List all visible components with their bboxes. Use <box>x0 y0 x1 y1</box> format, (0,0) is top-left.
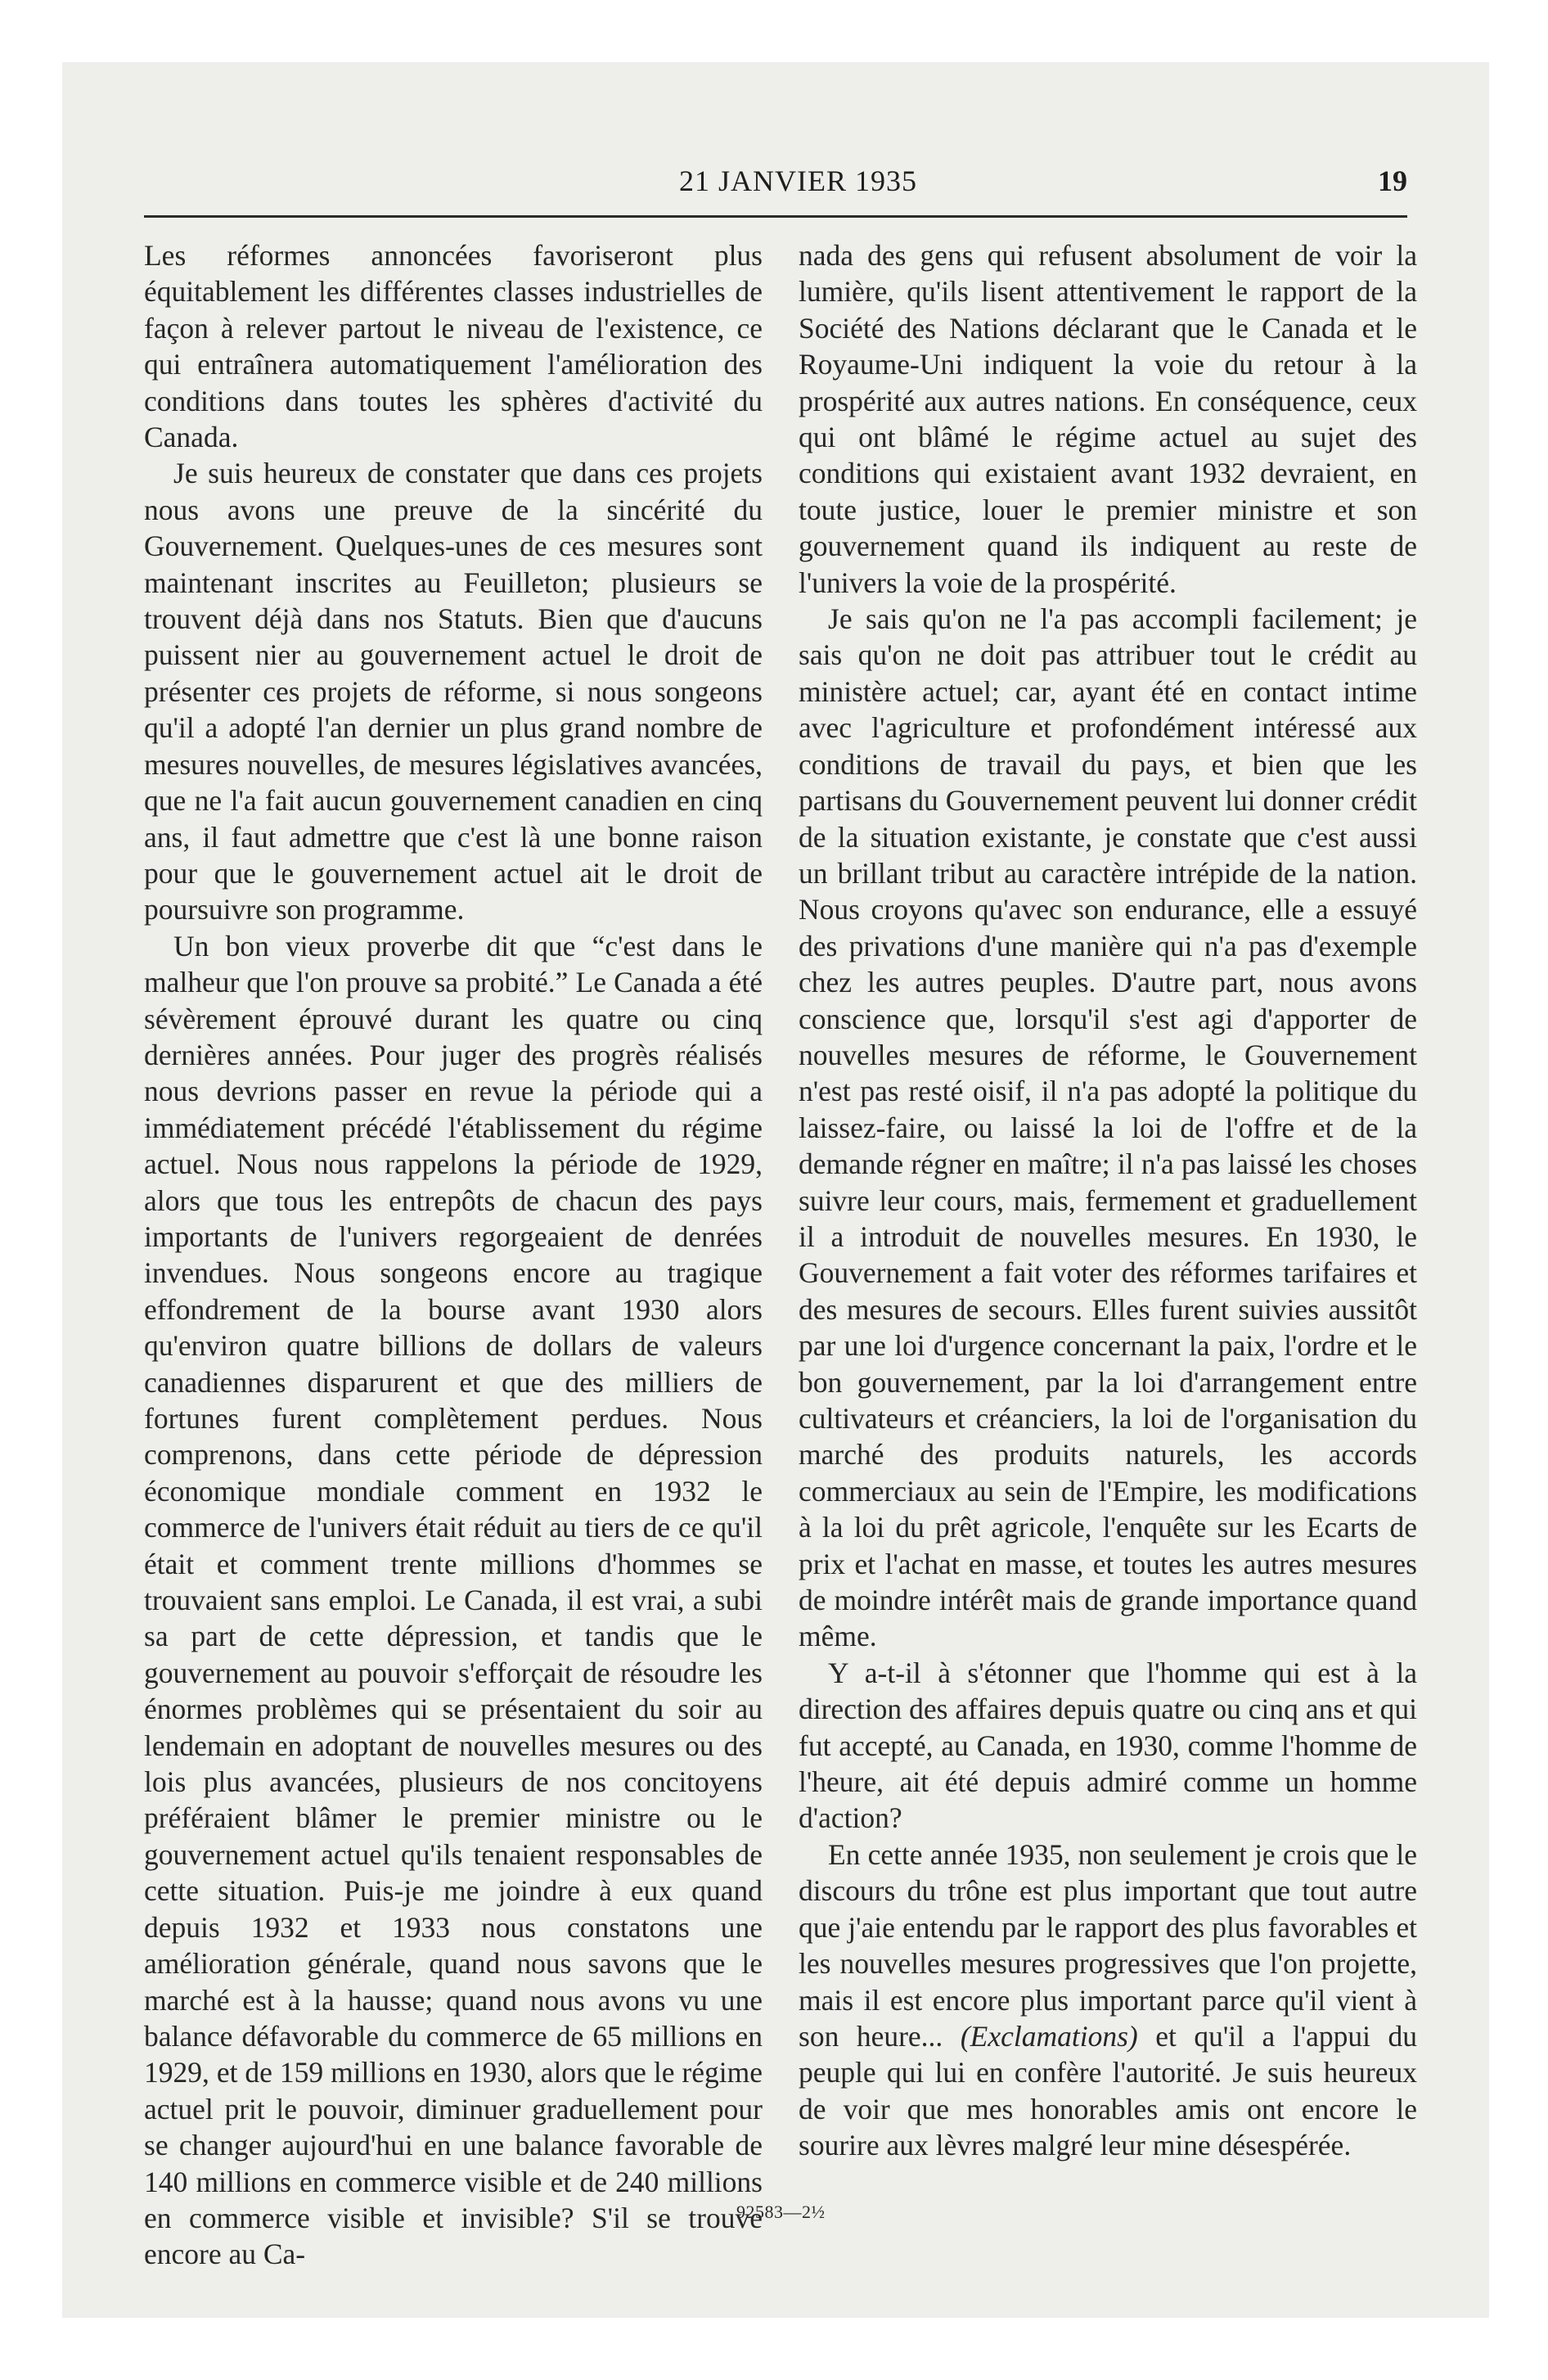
header-rule <box>144 215 1407 218</box>
paragraph: Les réformes annoncées favoriseront plus équitablement les différentes classes industrielles de façon à relever partout le niveau de l'existence, ce qui entraînera automatiquement l'amélioration des conditions dans toutes les sphères d'activité du Canada. <box>144 239 763 454</box>
paragraph: nada des gens qui refusent absolument de voir la lumière, qu'ils lisent attentivement le rapport de la Société des Nations déclarant que le Canada et le Royaume-Uni indiquent la voie du retour à la prospérité aux autres nations. En conséquence, ceux qui ont blâmé le régime actuel au sujet des conditions qui existaient avant 1932 devraient, en toute justice, louer le premier ministre et son gouvernement quand ils indiquent au reste de l'univers la voie de la prospérité. <box>799 239 1417 599</box>
paragraph <box>799 1837 1417 2164</box>
right-column <box>799 237 1417 2164</box>
paragraph-text: et qu'il a l'appui du peuple qui lui en confère l'autorité. Je suis heureux de voir que mes honorables amis ont encore le sourire aux lèvres malgré leur mine désespérée. <box>799 2019 1417 2162</box>
footer-code: 92583—2½ <box>736 2202 826 2222</box>
paragraph: Je suis heureux de constater que dans ces projets nous avons une preuve de la sincérité du Gouvernement. Quelques-unes de ces mesures sont maintenant inscrites au Feuilleton; plusieurs se trouvent déjà dans nos Statuts. Bien que d'aucuns puissent nier au gouvernement actuel le droit de présenter ces projets de réforme, si nous songeons qu'il a adopté l'an dernier un plus grand nombre de mesures nouvelles, de mesures législatives avancées, que ne l'a fait aucun gouvernement canadien en cinq ans, il faut admettre que c'est là une bonne raison pour que le gouvernement actuel ait le droit de poursuivre son programme. <box>144 457 763 926</box>
page-header <box>147 164 1407 205</box>
paragraph: Y a-t-il à s'étonner que l'homme qui est à la direction des affaires depuis quatre ou cinq ans et qui fut accepté, au Canada, en 1930, comme l'homme de l'heure, ait été depuis admiré comme un homme d'action? <box>799 1656 1417 1835</box>
header-date: 21 JANVIER 1935 <box>679 165 917 197</box>
exclamations-note: (Exclamations) <box>960 2019 1138 2053</box>
paragraph: Un bon vieux proverbe dit que “c'est dans le malheur que l'on prouve sa probité.” Le Canada a été sévèrement éprouvé durant les quatre ou cinq dernières années. Pour juger des progrès réalisés nous devrions passer en revue la période qui a immédiatement précédé l'établissement du régime actuel. Nous nous rappelons la période de 1929, alors que tous les entrepôts de chacun des pays importants de l'univers regorgeaient de denrées invendues. Nous songeons encore au tragique effondrement de la bourse avant 1930 alors qu'environ quatre billions de dollars de valeurs canadiennes disparurent et que des milliers de fortunes furent complètement perdues. Nous comprenons, dans cette période de dépression économique mondiale comment en 1932 le commerce de l'univers était réduit au tiers de ce qu'il était et comment trente millions d'hommes se trouvaient sans emploi. Le Canada, il est vrai, a subi sa part de cette dépression, et tandis que le gouvernement au pouvoir s'efforçait de résoudre les énormes problèmes qui se présentaient du soir au lendemain en adoptant de nouvelles mesures ou des lois plus avancées, plusieurs de nos concitoyens préféraient blâmer le premier ministre ou le gouvernement actuel qu'ils tenaient responsables de cette situation. Puis-je me joindre à eux quand depuis 1932 et 1933 nous constatons une amélioration générale, quand nous savons que le marché est à la hausse; quand nous avons vu une balance défavorable du commerce de 65 millions en 1929, et de 159 millions en 1930, alors que le régime actuel prit le pouvoir, diminuer graduellement pour se changer aujourd'hui en une balance favorable de 140 millions en commerce visible et de 240 millions en commerce visible et invisible? S'il se trouve encore au Ca- <box>144 929 763 2271</box>
left-column <box>144 237 763 2273</box>
paragraph: Je sais qu'on ne l'a pas accompli facilement; je sais qu'on ne doit pas attribuer tout le crédit au ministère actuel; car, ayant été en contact intime avec l'agriculture et profondément intéressé aux conditions de travail du pays, et bien que les partisans du Gouvernement peuvent lui donner crédit de la situation existante, je constate que c'est aussi un brillant tribut au caractère intrépide de la nation. Nous croyons qu'avec son endurance, elle a essuyé des privations d'une manière qui n'a pas d'exemple chez les autres peuples. D'autre part, nous avons conscience que, lorsqu'il s'est agi d'apporter de nouvelles mesures de réforme, le Gouvernement n'est pas resté oisif, il n'a pas adopté la politique du laissez-faire, ou laissé la loi de l'offre et de la demande régner en maître; il n'a pas laissé les choses suivre leur cours, mais, fermement et graduellement il a introduit de nouvelles mesures. En 1930, le Gouvernement a fait voter des réformes tarifaires et des mesures de secours. Elles furent suivies aussitôt par une loi d'urgence concernant la paix, l'ordre et le bon gouvernement, par la loi d'arrangement entre cultivateurs et créanciers, la loi de l'organisation du marché des produits naturels, les accords commerciaux au sein de l'Empire, les modifications à la loi du prêt agricole, l'enquête sur les Ecarts de prix et l'achat en masse, et toutes les autres mesures de moindre intérêt mais de grande importance quand même. <box>799 602 1417 1653</box>
paragraph-text: En cette année 1935, non seulement je crois que le discours du trône est plus important que tout autre que j'aie entendu par le rapport des plus favorables et les nouvelles mesures progressives que l'on projette, mais il est encore plus important parce qu'il vient à son heure... <box>799 1837 1417 2053</box>
page-number: 19 <box>1378 165 1407 197</box>
